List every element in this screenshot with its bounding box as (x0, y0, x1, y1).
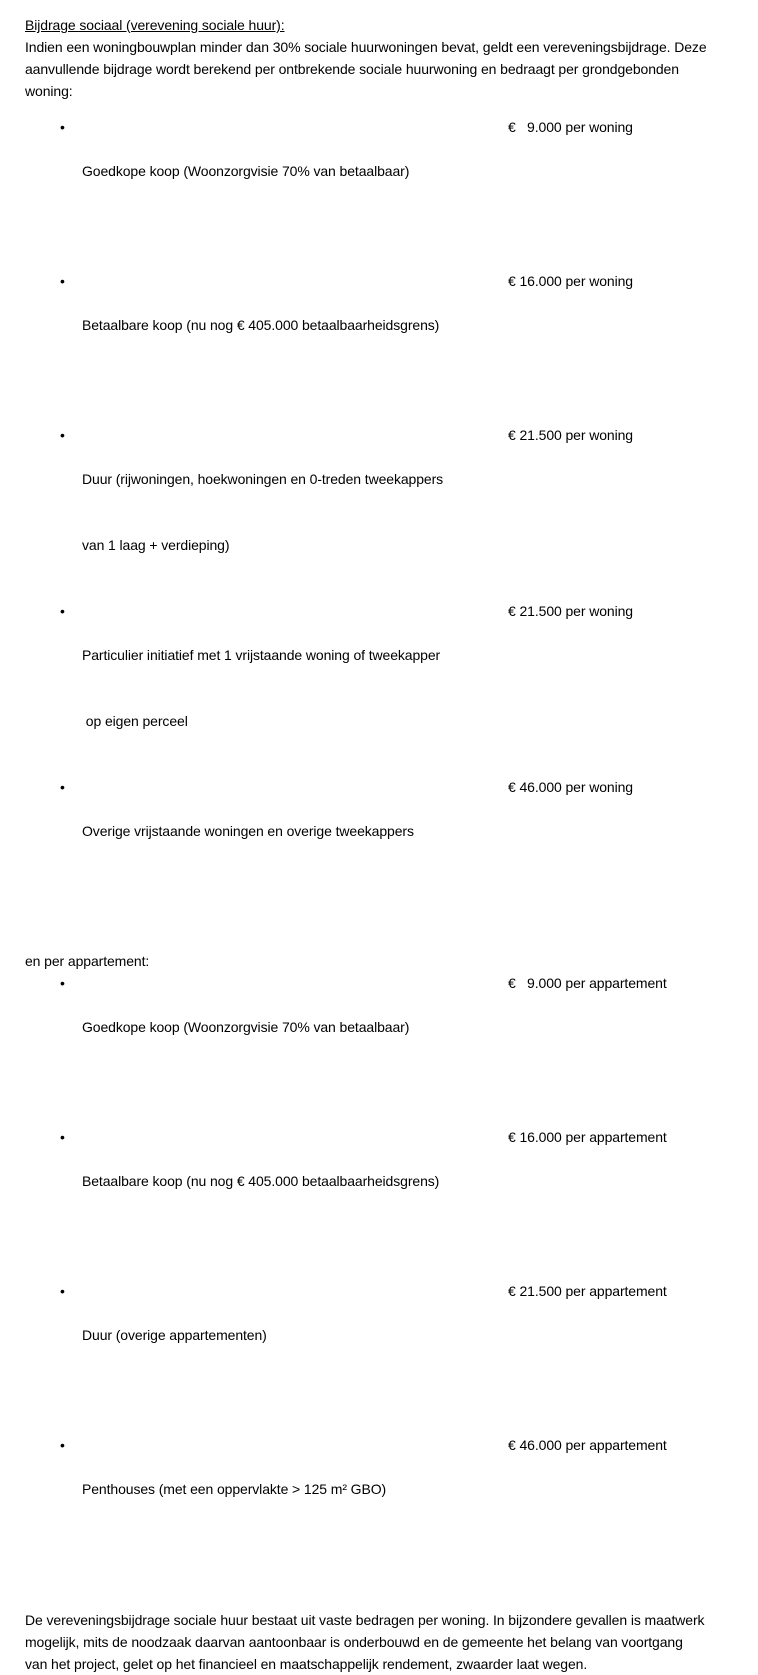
item-description-line: Penthouses (met een oppervlakte > 125 m² GBO) (82, 1481, 387, 1497)
closing-paragraph (25, 1609, 743, 1675)
section-heading: Bijdrage sociaal (verevening sociale huur): (25, 17, 285, 33)
item-description-line: Betaalbare koop (nu nog € 405.000 betaalbaarheidsgrens) (82, 317, 440, 333)
item-description-line: Goedkope koop (Woonzorgvisie 70% van betaalbaar) (82, 1019, 410, 1035)
paragraph-line: De vereveningsbijdrage sociale huur bestaat uit vaste bedragen per woning. In bijzondere gevallen is maatwerk (25, 1612, 705, 1628)
item-description-line: Overige vrijstaande woningen en overige tweekappers (82, 823, 414, 839)
list-item (25, 1434, 743, 1588)
intro-paragraph (25, 36, 743, 102)
item-description (82, 972, 508, 1126)
item-price: € 16.000 per appartement (508, 1129, 667, 1145)
item-price: € 46.000 per appartement (508, 1437, 667, 1453)
list-item (25, 972, 743, 1126)
item-description (82, 116, 508, 270)
list-item (25, 776, 743, 930)
fee-list-per-woning (25, 116, 743, 930)
item-description (82, 1126, 508, 1280)
item-description-line: Betaalbare koop (nu nog € 405.000 betaalbaarheidsgrens) (82, 1173, 440, 1189)
item-price: € 46.000 per woning (508, 779, 633, 795)
paragraph-line: mogelijk, mits de noodzaak daarvan aantoonbaar is onderbouwd en de gemeente het belang van voortgang (25, 1634, 683, 1650)
item-description (82, 1280, 508, 1434)
paragraph-line: aanvullende bijdrage wordt berekend per ontbrekende sociale huurwoning en bedraagt per grondgebonden (25, 61, 679, 77)
bullet-icon: • (60, 273, 65, 289)
bullet-icon: • (60, 975, 65, 991)
item-description (82, 424, 508, 600)
fee-list-per-appartement (25, 972, 743, 1588)
item-description (82, 270, 508, 424)
bullet-icon: • (60, 1283, 65, 1299)
item-description-line: Particulier initiatief met 1 vrijstaande woning of tweekapper (82, 647, 441, 663)
bullet-icon: • (60, 119, 65, 135)
bullet-icon: • (60, 1129, 65, 1145)
item-price: € 9.000 per appartement (508, 975, 667, 991)
bullet-icon: • (60, 427, 65, 443)
item-price: € 21.500 per woning (508, 603, 633, 619)
list-item (25, 1280, 743, 1434)
item-price: € 16.000 per woning (508, 273, 633, 289)
bullet-icon: • (60, 603, 65, 619)
item-price: € 21.500 per woning (508, 427, 633, 443)
item-description (82, 1434, 508, 1588)
item-price: € 21.500 per appartement (508, 1283, 667, 1299)
item-description-line: van 1 laag + verdieping) (82, 537, 230, 553)
bullet-icon: • (60, 1437, 65, 1453)
item-description (82, 776, 508, 930)
list-item (25, 1126, 743, 1280)
list-item (25, 270, 743, 424)
item-description-line: Goedkope koop (Woonzorgvisie 70% van betaalbaar) (82, 163, 410, 179)
item-description-line: Duur (rijwoningen, hoekwoningen en 0-treden tweekappers (82, 471, 444, 487)
list-item (25, 424, 743, 600)
paragraph-line: Indien een woningbouwplan minder dan 30% sociale huurwoningen bevat, geldt een vereveningsbijdrage. Deze (25, 39, 707, 55)
item-price: € 9.000 per woning (508, 119, 633, 135)
list-item (25, 600, 743, 776)
bullet-icon: • (60, 779, 65, 795)
paragraph-line: woning: (25, 83, 73, 99)
item-description (82, 600, 508, 776)
list-item (25, 116, 743, 270)
item-description-line: op eigen perceel (82, 713, 188, 729)
item-description-line: Duur (overige appartementen) (82, 1327, 267, 1343)
subheading-per-appartement: en per appartement: (25, 953, 150, 969)
paragraph-line: van het project, gelet op het financieel en maatschappelijk rendement, zwaarder laat wegen. (25, 1656, 588, 1672)
